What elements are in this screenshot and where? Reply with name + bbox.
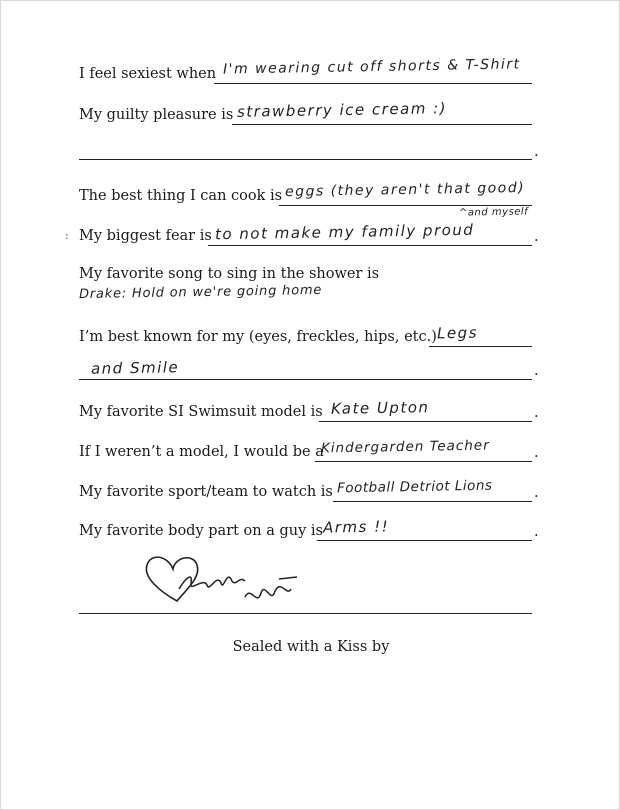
handwritten-answer: I'm wearing cut off shorts & T-Shirt (222, 56, 521, 78)
question-prompt: If I weren’t a model, I would be a (79, 444, 324, 460)
question-row (79, 328, 437, 346)
question-row (79, 65, 216, 83)
handwritten-answer: Arms !! (322, 517, 390, 537)
line-period: . (534, 445, 539, 461)
answer-line (317, 540, 532, 541)
handwritten-answer: to not make my family proud (214, 220, 475, 244)
answer-line (279, 205, 532, 206)
question-prompt: My favorite sport/team to watch is (79, 484, 333, 500)
margin-mark: : (65, 229, 69, 242)
line-period: . (534, 405, 539, 421)
answer-line (79, 159, 532, 160)
answer-line (232, 124, 532, 125)
question-row (79, 265, 379, 283)
question-row (79, 443, 324, 461)
question-row (79, 522, 323, 540)
question-prompt: I feel sexiest when (79, 66, 217, 82)
line-period: . (534, 229, 539, 245)
question-prompt: The best thing I can cook is (79, 188, 283, 204)
handwritten-answer-continued: and Smile (90, 358, 180, 378)
handwritten-answer: strawberry ice cream :) (236, 99, 448, 121)
answer-line (319, 421, 532, 422)
answer-line (214, 83, 532, 84)
heart-signature-icon (141, 549, 321, 629)
question-row (79, 106, 233, 124)
answer-line (315, 461, 532, 462)
line-period: . (534, 524, 539, 540)
sealed-with-a-kiss-caption: Sealed with a Kiss by (232, 639, 390, 655)
handwritten-answer: Football Detriot Lions (336, 477, 493, 497)
line-period: . (534, 144, 539, 160)
question-prompt: My favorite body part on a guy is (79, 523, 323, 539)
question-prompt: I’m best known for my (eyes, freckles, hips, etc.) (79, 329, 437, 345)
question-prompt: My biggest fear is (79, 228, 212, 244)
handwritten-answer: Drake: Hold on we're going home (78, 282, 323, 303)
answer-line (429, 346, 532, 347)
signature (141, 549, 321, 629)
question-prompt: My guilty pleasure is (79, 107, 234, 123)
answer-line (79, 379, 532, 380)
answer-line (208, 245, 532, 246)
question-row (79, 227, 212, 245)
handwritten-insert: ^and myself (458, 206, 529, 219)
signature-line (79, 613, 532, 614)
line-period: . (534, 363, 539, 379)
question-row (79, 187, 282, 205)
question-row (79, 483, 333, 501)
question-row (79, 403, 323, 421)
handwritten-answer: Kindergarden Teacher (320, 437, 490, 457)
handwritten-answer: Kate Upton (330, 398, 430, 418)
answer-line (333, 501, 532, 502)
question-prompt: My favorite SI Swimsuit model is (79, 404, 323, 420)
question-prompt: My favorite song to sing in the shower is (79, 266, 380, 282)
line-period: . (534, 485, 539, 501)
handwritten-answer: Legs (436, 323, 479, 343)
handwritten-answer: eggs (they aren't that good) (284, 179, 526, 201)
